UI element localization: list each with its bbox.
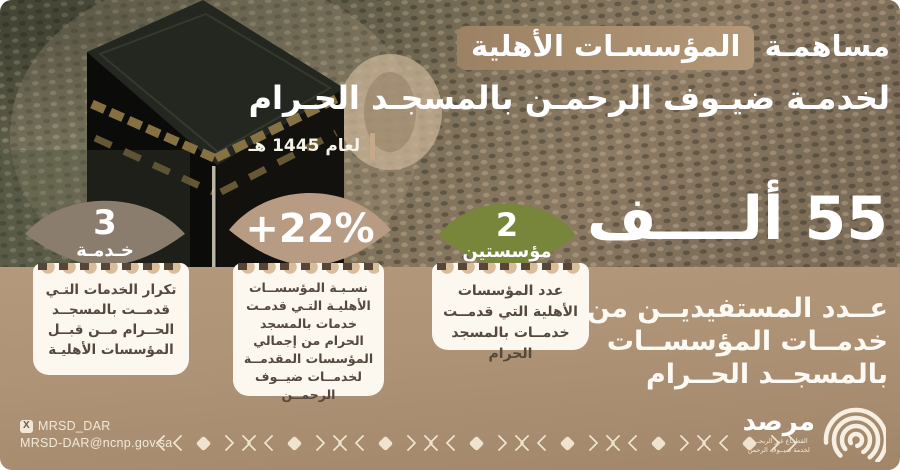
badge-institutions — [437, 202, 577, 267]
headline-stat-value: 55 — [804, 184, 888, 254]
pattern-group — [522, 437, 613, 449]
header-block — [249, 26, 890, 160]
diamond-icon — [287, 435, 303, 451]
marsad-logo — [743, 402, 886, 462]
card-institutions-text: عدد المؤسسات الأهلية التي قدمــت خدمــات بالمسجد الحرام — [443, 283, 578, 362]
badge-percentage — [228, 191, 392, 267]
headline-stat-description — [587, 292, 888, 392]
footer-ornament-pattern — [158, 430, 746, 456]
card-services-text: تكرار الخدمات التـي قدمــت بالمسجــد الحــرام مــن قبــل المؤسسات الأهليـة — [45, 282, 177, 358]
pattern-group — [431, 437, 522, 449]
pattern-group — [340, 437, 431, 449]
badge-institutions-unit: مؤسستين — [462, 240, 552, 262]
card-percentage — [233, 263, 384, 402]
chevron-left-icon — [338, 435, 355, 452]
year-line — [249, 133, 860, 160]
badge-services-unit: خـدمـة — [76, 240, 134, 261]
chevron-left-icon — [247, 435, 264, 452]
headline-desc-line: عــدد المستفيديــن من — [586, 293, 888, 324]
pattern-group — [249, 437, 340, 449]
chevron-left-icon — [537, 435, 554, 452]
diamond-icon — [651, 435, 667, 451]
card-services — [33, 263, 189, 375]
chevron-right-icon — [673, 435, 690, 452]
chevron-left-icon — [702, 435, 719, 452]
chevron-left-icon — [520, 435, 537, 452]
social-block — [20, 419, 173, 450]
year-bar-accent — [370, 133, 375, 160]
chevron-right-icon — [491, 435, 508, 452]
chevron-right-icon — [582, 435, 599, 452]
x-twitter-icon[interactable]: X — [20, 420, 33, 433]
chevron-left-icon — [611, 435, 628, 452]
diamond-icon — [560, 435, 576, 451]
title-line-2: لخدمـة ضيـوف الرحمـن بالمسجـد الحـرام — [248, 78, 890, 117]
headline-stat-unit: ألــــف — [587, 184, 784, 254]
title-line-1 — [249, 26, 890, 70]
chevron-left-icon — [429, 435, 446, 452]
chevron-right-icon — [218, 435, 235, 452]
headline-desc-line: بالمسجــد الحــرام — [645, 359, 888, 391]
headline-stat — [587, 184, 888, 254]
badge-percentage-value: +22% — [245, 206, 375, 252]
diamond-icon — [378, 435, 394, 451]
diamond-icon — [196, 435, 212, 451]
chevron-left-icon — [173, 435, 190, 452]
chevron-left-icon — [355, 435, 372, 452]
badge-services — [24, 199, 186, 267]
scallop-edge — [437, 263, 584, 275]
logo-arcs-icon — [822, 402, 886, 462]
chevron-left-icon — [446, 435, 463, 452]
logo-wordmark: مرصد — [742, 407, 815, 438]
chevron-left-icon — [264, 435, 281, 452]
badge-services-value: 3 — [93, 203, 117, 243]
card-institutions — [432, 263, 589, 362]
headline-desc-line: خدمــات المؤسســات — [606, 326, 888, 358]
year-label: لعام 1445 هـ — [248, 136, 361, 157]
email-address[interactable]: MRSD-DAR@ncnp.gov.sa — [20, 436, 173, 450]
chevron-left-icon — [719, 435, 736, 452]
card-percentage-text: نسـبـة المؤسســات الأهليـة التـي قدمـت خدمات بالمسجد الحرام من إجمالي المؤسسات المقدمــة لخدمــات ضيــوف الرحمــن — [243, 280, 374, 402]
title-prefix: مساهمـة — [764, 29, 890, 63]
chevron-right-icon — [309, 435, 326, 452]
pattern-group — [613, 437, 704, 449]
twitter-handle[interactable]: MRSD_DAR — [38, 419, 111, 433]
chevron-left-icon — [628, 435, 645, 452]
diamond-icon — [469, 435, 485, 451]
badge-institutions-value: 2 — [495, 205, 519, 244]
scallop-edge — [38, 263, 184, 275]
title-highlight: المؤسسـات الأهلية — [457, 26, 754, 70]
logo-tagline-line: القطــاع غير الربحــي — [749, 437, 808, 446]
scallop-edge — [238, 263, 379, 275]
logo-tagline — [748, 437, 810, 455]
logo-tagline-line: لخدمة ضيــوف الرحمن — [747, 446, 810, 454]
chevron-right-icon — [400, 435, 417, 452]
